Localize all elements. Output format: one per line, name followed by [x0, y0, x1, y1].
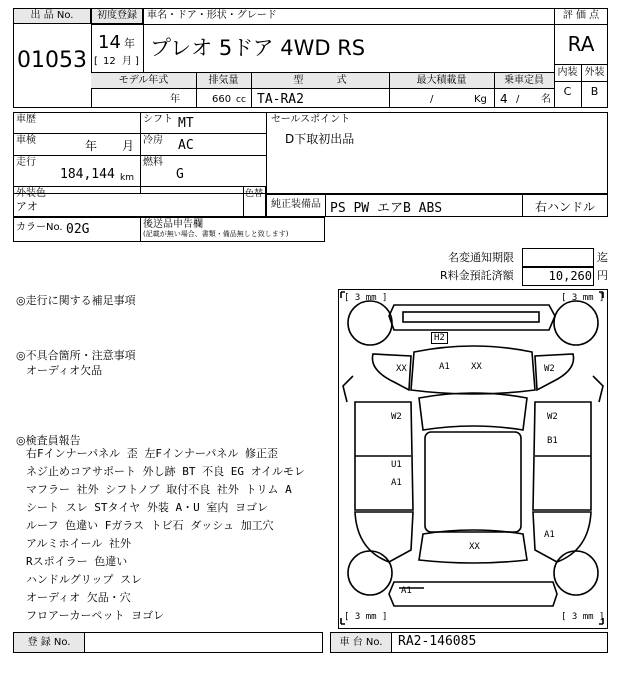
history-label: 車歴 [16, 114, 36, 125]
tire-depth-front-right: [ 3 mm ] [561, 293, 605, 303]
mark-a1-left-rear: A1 [391, 478, 402, 488]
car-name-label: 車名・ドア・形状・グレード [147, 10, 277, 21]
aircon-label: 冷房 [143, 135, 163, 146]
first-reg-label: 初度登録 [97, 10, 137, 21]
month-unit: 月 [122, 56, 132, 67]
equipment-label: 純正装備品 [271, 199, 321, 210]
recycle-label: R料金預託済額 [440, 269, 514, 282]
mark-a1-right-rear: A1 [544, 530, 555, 540]
mileage-unit: km [120, 173, 134, 183]
interior-label: 内装 [557, 67, 578, 78]
lot-no-label: 出 品 No. [30, 10, 74, 21]
delivery-note: (記載が無い場合、書類・備品無しと致します) [143, 230, 289, 238]
notice-value-box [522, 248, 594, 267]
car-name: プレオ 5ドア 4WD RS [150, 36, 366, 60]
capacity-unit: 名 [541, 94, 551, 105]
mileage-value: 184,144 [60, 167, 115, 182]
chassis-number: RA2-146085 [398, 634, 477, 649]
rating-label: 評 価 点 [562, 10, 600, 21]
displacement-unit: cc [236, 95, 246, 105]
mark-w2-right-fender: W2 [544, 364, 555, 374]
model-year-unit: 年 [170, 94, 180, 105]
mark-u1-left-rear: U1 [391, 460, 402, 470]
mark-w2-right-door: W2 [547, 412, 558, 422]
displacement-value: 660 [212, 94, 232, 105]
shift-label: シフト [143, 114, 173, 125]
exterior-grade: B [590, 85, 599, 98]
delivery-label: 後送品申告欄 [143, 219, 203, 230]
lot-number: 01053 [17, 48, 87, 73]
defect-line: オーディオ欠品 [26, 364, 103, 377]
inspector-line: ネジ止めコアサポート 外し跡 BT 不良 EG オイルモレ [26, 465, 306, 478]
interior-grade: C [563, 85, 572, 98]
notice-label: 名変通知期限 [448, 251, 514, 264]
type-value: TA-RA2 [257, 92, 304, 107]
color-no-value: 02G [66, 222, 90, 237]
max-load-unit: Kg [474, 94, 487, 105]
color-no-label: カラーNo. [16, 222, 63, 233]
defects-title: ◎不具合箇所・注意事項 [16, 349, 136, 362]
car-outline [339, 290, 607, 628]
mark-xx-left-fender: XX [396, 364, 407, 374]
sales-point-value: D下取初出品 [285, 132, 355, 146]
exterior-color-value: アオ [16, 200, 38, 213]
exterior-color-label: 外装色 [16, 188, 46, 199]
mark-a1-bumper: A1 [401, 586, 412, 596]
first-reg-year: 14 [98, 32, 121, 53]
inspector-line: フロアーカーペット ヨゴレ [26, 609, 165, 622]
rating-score: RA [567, 32, 595, 56]
inspector-line: 右Fインナーパネル 歪 左Fインナーパネル 修正歪 [26, 447, 279, 460]
recycle-value: 10,260 [548, 269, 592, 283]
tire-depth-rear-left: [ 3 mm ] [344, 612, 388, 622]
fuel-value: G [176, 167, 184, 182]
model-year-label: モデル年式 [118, 75, 169, 86]
type-label: 型 式 [293, 75, 347, 86]
inspector-line: マフラー 社外 シフトノブ 取付不良 社外 トリム A [26, 483, 292, 496]
mark-b1-right-door: B1 [547, 436, 558, 446]
chassis-label: 車 台 No. [339, 637, 383, 648]
max-load-label: 最大積載量 [416, 75, 467, 86]
inspector-line: ルーフ 色違い Fガラス トビ石 ダッシュ 加工穴 [26, 519, 274, 532]
aircon-value: AC [178, 138, 194, 153]
year-unit: 年 [124, 37, 135, 50]
color-change-label: 色替 [245, 189, 264, 199]
reg-no-label: 登 録 No. [27, 637, 71, 648]
tire-depth-rear-right: [ 3 mm ] [561, 612, 605, 622]
first-reg-month: 12 [103, 56, 116, 67]
inspector-line: ハンドルグリップ スレ [26, 573, 142, 586]
tire-depth-front-left: [ 3 mm ] [344, 293, 388, 303]
mileage-label: 走行 [16, 157, 36, 168]
inspector-line: オーディオ 欠品・穴 [26, 591, 131, 604]
capacity-value: 4 [500, 92, 508, 106]
inspector-title: ◎検査員報告 [16, 434, 81, 447]
driving-title: ◎走行に関する補足事項 [16, 294, 136, 307]
handle-side: 右ハンドル [534, 200, 595, 214]
inspector-line: シート スレ STタイヤ 外装 A・U 室内 ヨゴレ [26, 501, 269, 514]
fuel-label: 燃料 [143, 157, 163, 168]
exterior-label: 外装 [584, 67, 605, 78]
mark-xx-hood: XX [471, 362, 482, 372]
mark-a1-hood: A1 [439, 362, 450, 372]
equipment-value: PS PW エアB ABS [330, 201, 443, 216]
shift-value: MT [178, 116, 194, 131]
displacement-label: 排気量 [208, 75, 239, 86]
mark-xx-back: XX [469, 542, 480, 552]
inspector-line: Rスポイラー 色違い [26, 555, 128, 568]
inspection-label: 車検 [16, 135, 36, 146]
car-diagram [338, 289, 608, 629]
mark-w2-left-door: W2 [391, 412, 402, 422]
sales-point-label: セールスポイント [271, 114, 351, 125]
mark-h2: H2 [431, 332, 448, 344]
capacity-label: 乗車定員 [504, 75, 544, 86]
inspector-line: アルミホイール 社外 [26, 537, 131, 550]
